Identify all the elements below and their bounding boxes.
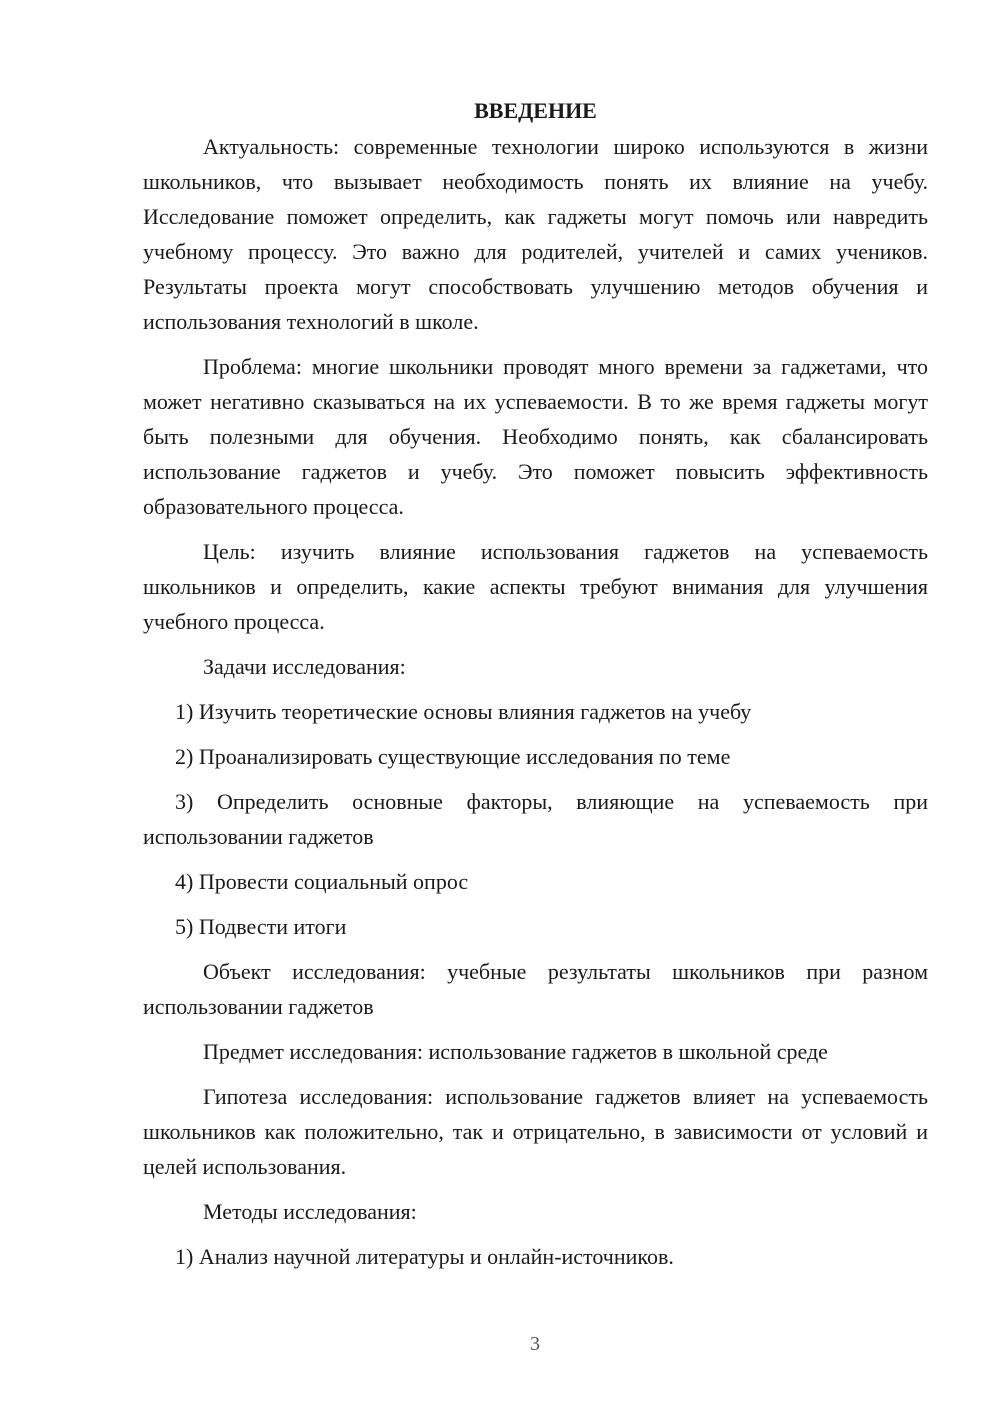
task-item-1: 1) Изучить теоретические основы влияния гаджетов на учебу (175, 699, 752, 724)
problem-paragraph: Проблема: многие школьники проводят много времени за гаджетами, что может негативно сказываться на их успеваемости. В то же время гаджеты могут быть полезными для обучения. Необходимо понять, как сбалансировать использование гаджетов и учебу. Это поможет повысить эффективность образовательного процесса. (143, 354, 928, 519)
section-heading: ВВЕДЕНИЕ (474, 98, 597, 123)
tasks-heading: Задачи исследования: (203, 654, 406, 679)
relevance-paragraph: Актуальность: современные технологии широко используются в жизни школьников, что вызывает необходимость понять их влияние на учебу. Исследование поможет определить, как гаджеты могут помочь или навредить учебному процессу. Это важно для родителей, учителей и самих учеников. Результаты проекта могут способствовать улучшению методов обучения и использования технологий в школе. (143, 134, 928, 334)
page-number: 3 (530, 1333, 540, 1355)
goal-paragraph: Цель: изучить влияние использования гаджетов на успеваемость школьников и определить, какие аспекты требуют внимания для улучшения учебного процесса. (143, 539, 928, 634)
page-content (143, 95, 928, 1284)
task-item-2: 2) Проанализировать существующие исследования по теме (175, 744, 731, 769)
methods-heading: Методы исследования: (203, 1199, 417, 1224)
task-item-5: 5) Подвести итоги (175, 914, 347, 939)
method-item-1: 1) Анализ научной литературы и онлайн-источников. (175, 1244, 674, 1269)
hypothesis-paragraph: Гипотеза исследования: использование гаджетов влияет на успеваемость школьников как положительно, так и отрицательно, в зависимости от условий и целей использования. (143, 1084, 928, 1179)
subject-paragraph: Предмет исследования: использование гаджетов в школьной среде (203, 1039, 828, 1064)
task-item-4: 4) Провести социальный опрос (175, 869, 469, 894)
object-paragraph: Объект исследования: учебные результаты школьников при разном использовании гаджетов (143, 959, 928, 1019)
task-item-3: 3) Определить основные факторы, влияющие на успеваемость при использовании гаджетов (143, 789, 928, 849)
